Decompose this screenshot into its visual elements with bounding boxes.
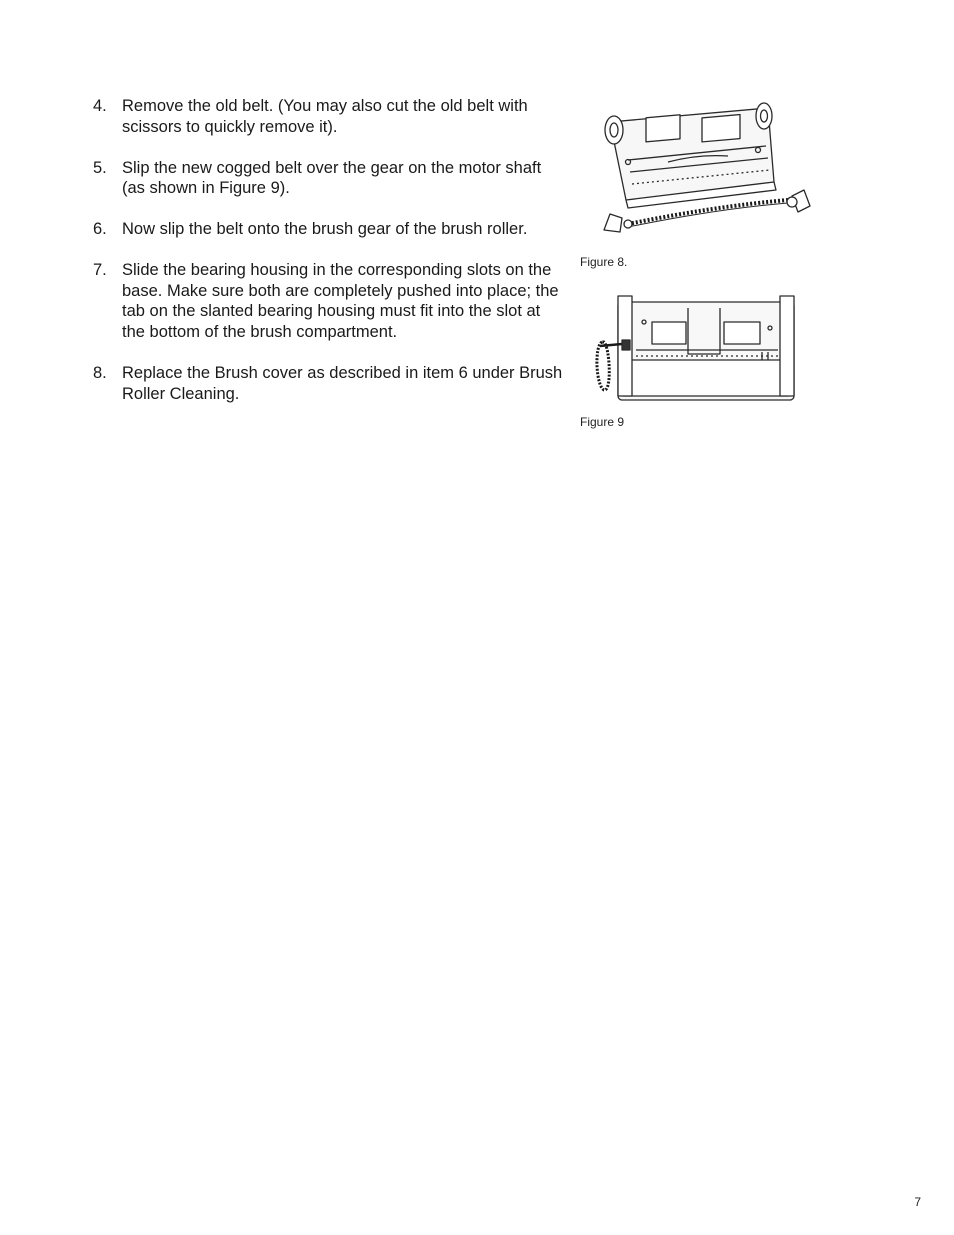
step-item xyxy=(93,158,563,199)
step-item xyxy=(93,363,563,404)
step-item xyxy=(93,96,563,137)
figure-8-caption: Figure 8. xyxy=(580,255,628,269)
step-text: Slide the bearing housing in the corresponding slots on the base. Make sure both are completely pushed into place; the tab on the slanted bearing housing must fit into the slot at the bottom of the brush compartment. xyxy=(122,261,559,341)
step-number: 4. xyxy=(93,97,107,115)
step-text: Now slip the belt onto the brush gear of the brush roller. xyxy=(122,220,528,239)
step-text: Replace the Brush cover as described in item 6 under Brush Roller Cleaning. xyxy=(122,363,563,403)
page-number: 7 xyxy=(914,1195,921,1209)
step-number: 5. xyxy=(93,158,107,177)
figure-9-caption: Figure 9 xyxy=(580,415,625,429)
step-number: 7. xyxy=(93,261,107,280)
step-number: 6. xyxy=(93,220,107,239)
step-item xyxy=(93,219,563,240)
step-text: Slip the new cogged belt over the gear on the motor shaft (as shown in Figure 9). xyxy=(122,158,542,198)
instruction-steps xyxy=(93,96,563,424)
step-text: Remove the old belt. (You may also cut the old belt with scissors to quickly remove it). xyxy=(122,97,528,136)
figure-8-illustration xyxy=(598,100,816,245)
step-number: 8. xyxy=(93,363,107,382)
step-item xyxy=(93,260,563,342)
figure-9-illustration xyxy=(592,294,798,404)
